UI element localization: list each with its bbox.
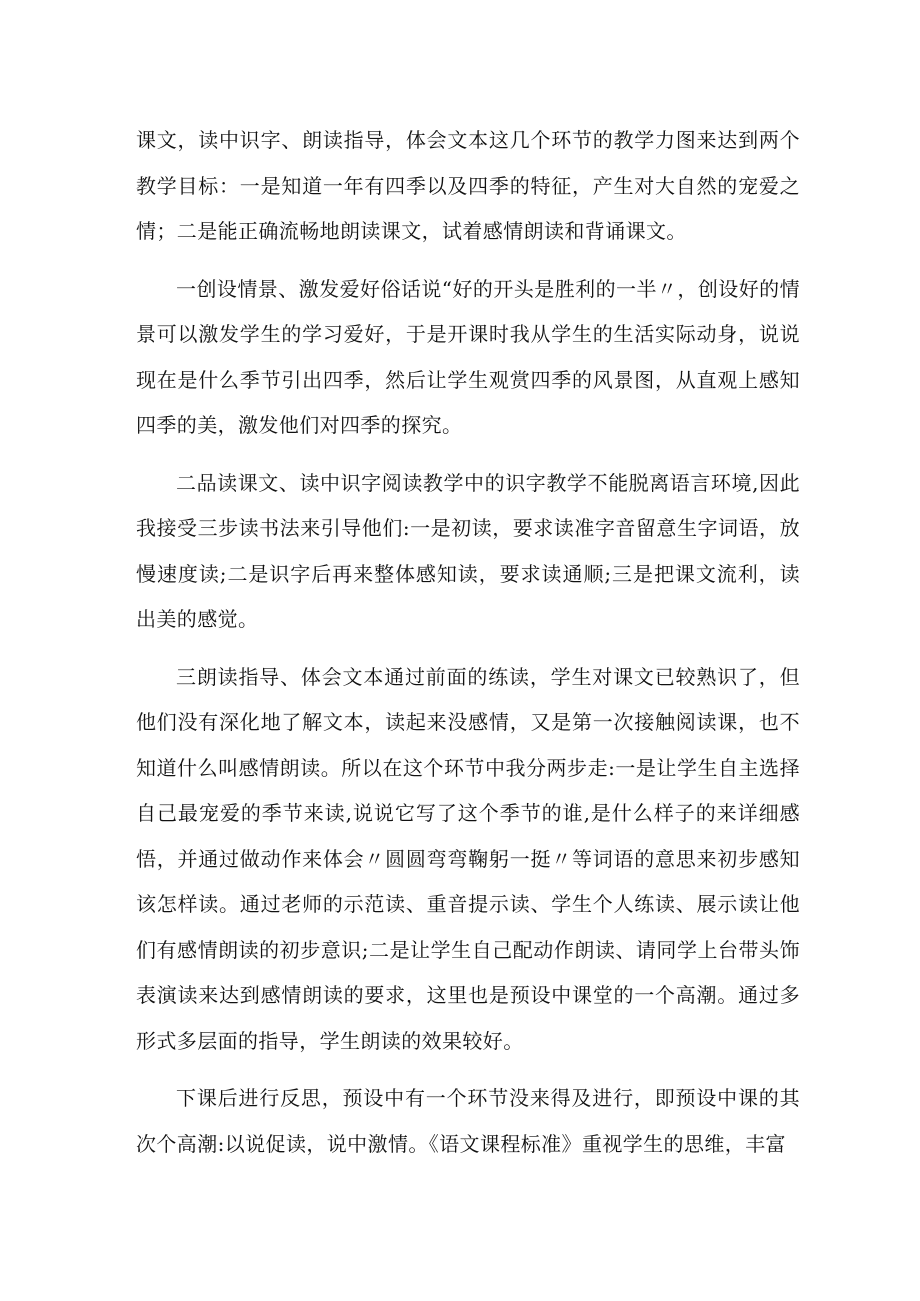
document-body xyxy=(136,118,800,1179)
paragraph-2: 一创设情景、激发爱好俗话说“好的开头是胜利的一半〃，创设好的情景可以激发学生的学习爱好，于是开课时我从学生的生活实际动身，说说现在是什么季节引出四季，然后让学生观赏四季的风景图，从直观上感知四季的美，激发他们对四季的探究。 xyxy=(136,276,800,437)
paragraph-1: 课文，读中识字、朗读指导，体会文本这几个环节的教学力图来达到两个教学目标：一是知道一年有四季以及四季的特征，产生对大自然的宠爱之情；二是能正确流畅地朗读课文，试着感情朗读和背诵课文。 xyxy=(136,128,800,243)
paragraph-5: 下课后进行反思，预设中有一个环节没来得及进行，即预设中课的其次个高潮:以说促读，说中激情。《语文课程标准》重视学生的思维，丰富 xyxy=(136,1086,800,1156)
paragraph-4: 三朗读指导、体会文本通过前面的练读，学生对课文已较熟识了，但他们没有深化地了解文本，读起来没感情，又是第一次接触阅读课，也不知道什么叫感情朗读。所以在这个环节中我分两步走:一是让学生自主选择自己最宠爱的季节来读,说说它写了这个季节的谁,是什么样子的来详细感悟，并通过做动作来体会〃圆圆弯弯鞠躬一挺〃等词语的意思来初步感知该怎样读。通过老师的示范读、重音提示读、学生个人练读、展示读让他们有感情朗读的初步意识;二是让学生自己配动作朗读、请同学上台带头饰表演读来达到感情朗读的要求，这里也是预设中课堂的一个高潮。通过多形式多层面的指导，学生朗读的效果较好。 xyxy=(136,664,800,1053)
paragraph-3: 二品读课文、读中识字阅读教学中的识字教学不能脱离语言环境,因此我接受三步读书法来引导他们:一是初读，要求读准字音留意生字词语，放慢速度读;二是识字后再来整体感知读，要求读通顺;三是把课文流利，读出美的感觉。 xyxy=(136,470,800,631)
